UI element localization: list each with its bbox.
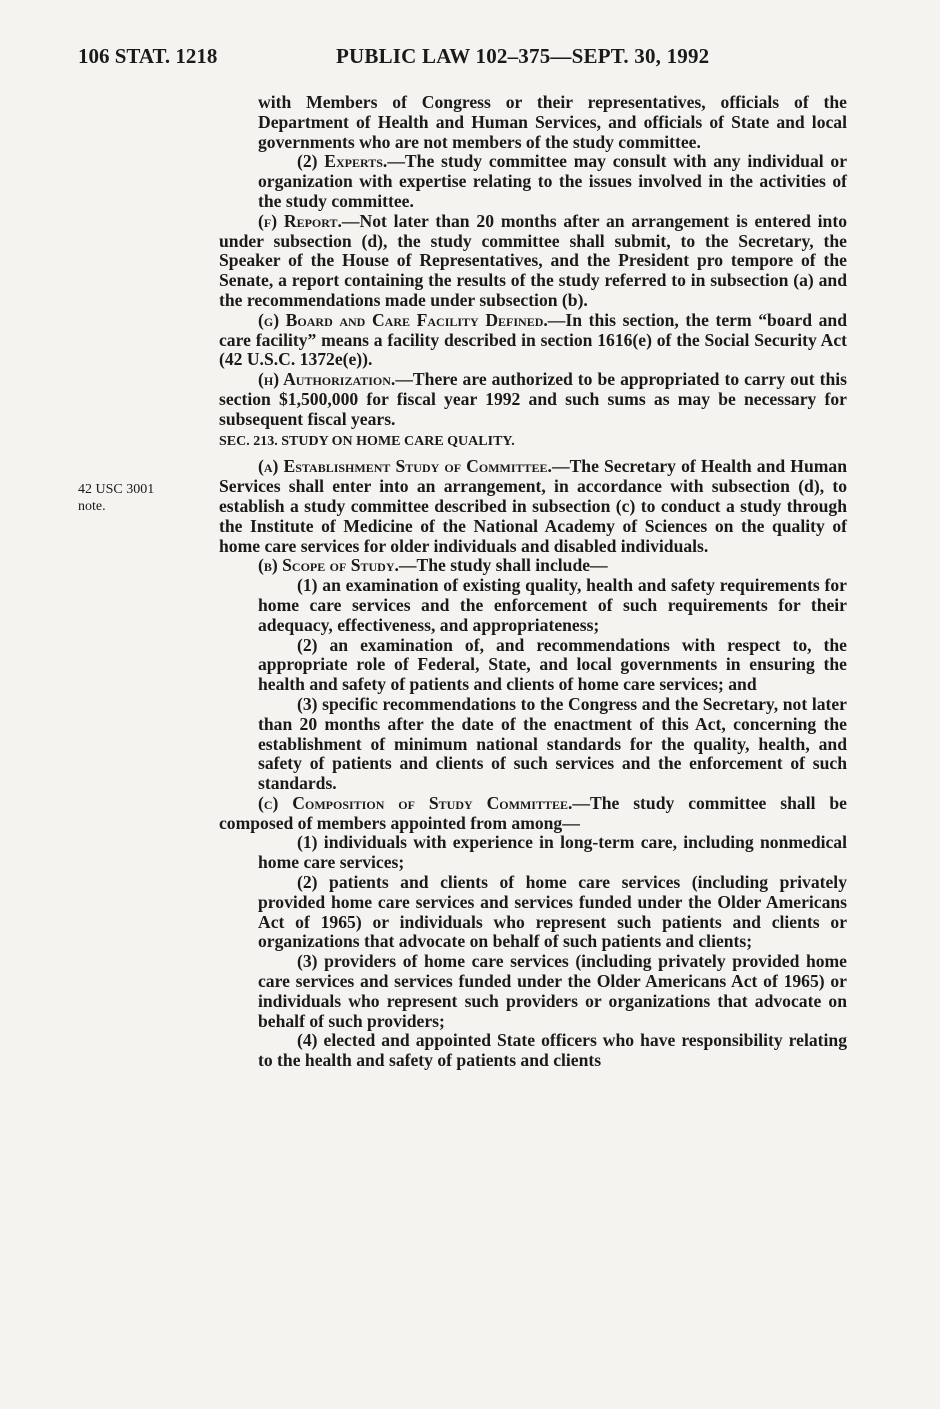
- law-text-body: [219, 93, 847, 1071]
- subsection-f-report: (f) Report.—Not later than 20 months after an arrangement is entered into under subsection (d), the study committee shall submit, to the Secretary, the Speaker of the House of Representatives, and the President pro tempore of the Senate, a report containing the results of the study referred to in subsection (a) and the recommendations made under subsection (b).: [219, 210, 848, 310]
- margin-citation-note: [78, 481, 198, 515]
- continued-paragraph: with Members of Congress or their representatives, officials of the Department of Health and Human Services, and officials of State and local governments who are not members of the study committee.: [258, 92, 847, 152]
- page-header: [78, 44, 858, 74]
- paragraph-b3: (3) specific recommendations to the Congress and the Secretary, not later than 20 months after the date of the enactment of this Act, concerning the establishment of minimum national standards for the quality, health, and safety of patients and clients of such services and the enforcement of such standards.: [258, 693, 847, 794]
- paragraph-b1: (1) an examination of existing quality, health and safety requirements for home care services and the enforcement of such requirements for their adequacy, effectiveness, and appropriateness;: [258, 575, 847, 635]
- subsection-heading: (c) Composition of Study Committee.: [258, 792, 573, 813]
- paragraph-c3: (3) providers of home care services (including privately provided home care services and services funded under the Older Americans Act of 1965) or individuals who represent such providers or organizations that advocate on behalf of such providers;: [258, 951, 847, 1031]
- subsection-a-establishment: (a) Establishment Study of Committee.—The Secretary of Health and Human Services shall enter into an arrangement, in accordance with subsection (d), to establish a study committee described in subsection (c) to conduct a study through the Institute of Medicine of the National Academy of Sciences on the quality of home care services for older individuals and disabled individuals.: [219, 456, 848, 556]
- margin-citation-line1: 42 USC 3001: [78, 482, 155, 497]
- paragraph-b2: (2) an examination of, and recommendations with respect to, the appropriate role of Federal, State, and local governments in ensuring the health and safety of patients and clients of home care services; and: [258, 634, 847, 695]
- paragraph-c2: (2) patients and clients of home care services (including privately provided home care services and services funded under the Older Americans Act of 1965) or individuals who represent such patients and clients or organizations that advocate on behalf of such patients and clients;: [258, 872, 847, 952]
- subsection-h-authorization: (h) Authorization.—There are authorized to be appropriated to carry out this section $1,500,000 for fiscal year 1992 and such sums as may be necessary for subsequent fiscal years.: [219, 369, 847, 429]
- section-213-heading: SEC. 213. STUDY ON HOME CARE QUALITY.: [219, 433, 515, 449]
- subsection-heading: (f) Report.: [258, 210, 342, 231]
- statute-page-number: 106 STAT. 1218: [78, 44, 218, 68]
- subsection-c-composition: (c) Composition of Study Committee.—The study committee shall be composed of members appointed from among—: [219, 792, 847, 833]
- public-law-title: PUBLIC LAW 102–375—SEPT. 30, 1992: [336, 44, 710, 68]
- subsection-heading: (b) Scope of Study.: [258, 555, 399, 576]
- paragraph-heading: (2) Experts.: [297, 151, 388, 172]
- paragraph-c4: (4) elected and appointed State officers who have responsibility relating to the health and safety of patients and clients: [258, 1030, 847, 1071]
- margin-citation-line2: note.: [78, 499, 106, 514]
- subsection-heading: (a) Establishment Study of Committee.: [258, 456, 552, 477]
- subsection-g-definition: (g) Board and Care Facility Defined.—In this section, the term “board and care facility” means a facility described in section 1616(e) of the Social Security Act (42 U.S.C. 1372e(e)).: [219, 309, 847, 370]
- subsection-b-scope: (b) Scope of Study.—The study shall include—: [258, 555, 608, 576]
- paragraph-e2-experts: (2) Experts.—The study committee may consult with any individual or organization with expertise relating to the issues involved in the activities of the study committee.: [258, 151, 847, 211]
- paragraph-c1: (1) individuals with experience in long-term care, including nonmedical home care services;: [258, 832, 847, 873]
- subsection-heading: (g) Board and Care Facility Defined.: [258, 309, 548, 330]
- subsection-heading: (h) Authorization.: [258, 369, 396, 390]
